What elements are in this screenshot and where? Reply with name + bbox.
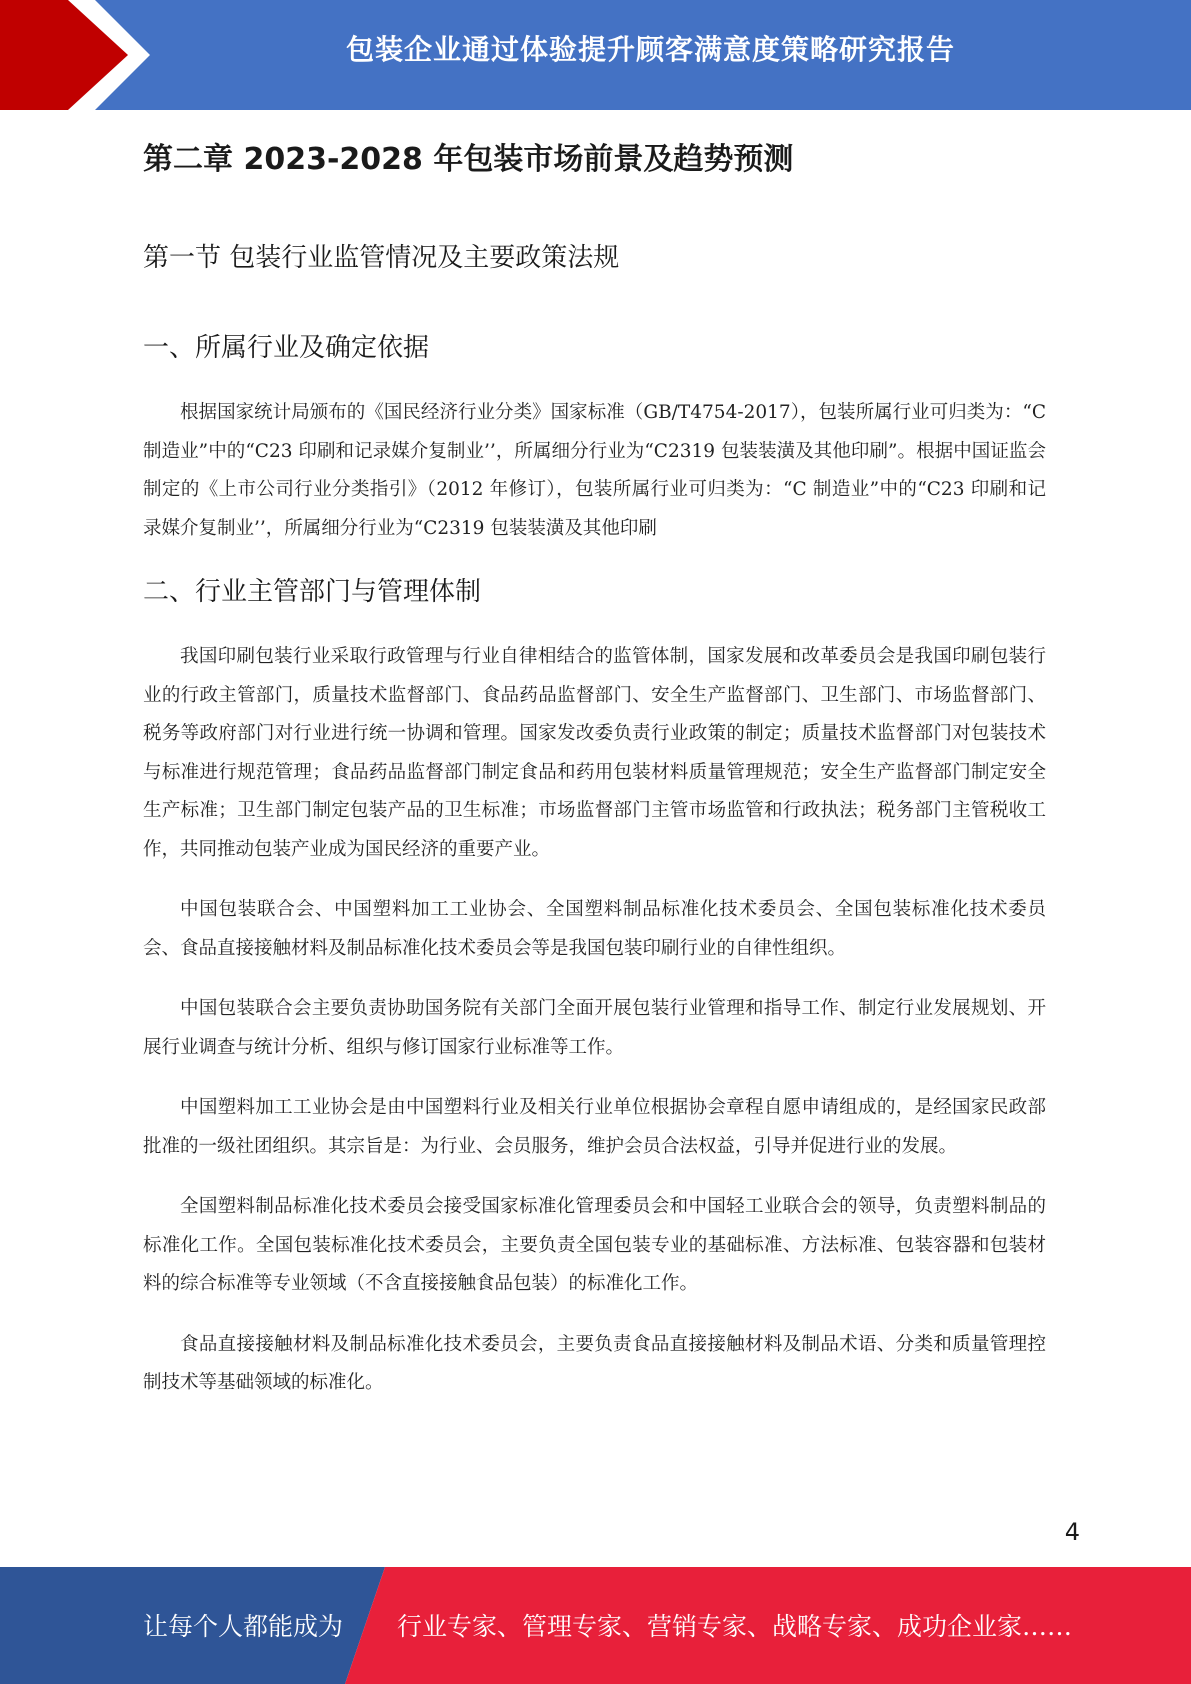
paragraph: 食品直接接触材料及制品标准化技术委员会，主要负责食品直接接触材料及制品术语、分类和质量管理控制技术等基础领域的标准化。 (143, 1333, 1046, 1393)
page-header (0, 0, 1191, 110)
subsection-title: 二、行业主管部门与管理体制 (143, 577, 482, 607)
paragraph: 中国包装联合会、中国塑料加工工业协会、全国塑料制品标准化技术委员会、全国包装标准化技术委员会、食品直接接触材料及制品标准化技术委员会等是我国包装印刷行业的自律性组织。 (143, 899, 1046, 959)
page-footer (0, 1567, 1191, 1684)
paragraph: 中国塑料加工工业协会是由中国塑料行业及相关行业单位根据协会章程自愿申请组成的，是经国家民政部批准的一级社团组织。其宗旨是：为行业、会员服务，维护会员合法权益，引导并促进行业的发展。 (143, 1097, 1046, 1157)
paragraph: 根据国家统计局颁布的《国民经济行业分类》国家标准（GB/T4754-2017），包装所属行业可归类为：“C 制造业”中的“C23 印刷和记录媒介复制业’’，所属细分行业为“C2319 包装装潢及其他印刷”。根据中国证监会制定的《上市公司行业分类指引》（2012 年修订），包装所属行业可归类为：“C 制造业”中的“C23 印刷和记录媒介复制业’’，所属细分行业为“C2319 包装装潢及其他印刷 (143, 402, 1046, 539)
page-number: 4 (1064, 1518, 1080, 1546)
paragraph: 中国包装联合会主要负责协助国务院有关部门全面开展包装行业管理和指导工作、制定行业发展规划、开展行业调查与统计分析、组织与修订国家行业标准等工作。 (143, 998, 1046, 1058)
footer-slogan-right: 行业专家、管理专家、营销专家、战略专家、成功企业家…… (397, 1612, 1073, 1641)
footer-slogan-left: 让每个人都能成为 (143, 1612, 344, 1641)
report-title: 包装企业通过体验提升顾客满意度策略研究报告 (345, 33, 955, 66)
chapter-title: 第二章 2023-2028 年包装市场前景及趋势预测 (143, 142, 794, 177)
document-body (143, 138, 1046, 1403)
subsection-title: 一、所属行业及确定依据 (143, 333, 430, 363)
paragraph: 我国印刷包装行业采取行政管理与行业自律相结合的监管体制，国家发展和改革委员会是我国印刷包装行业的行政主管部门，质量技术监督部门、食品药品监督部门、安全生产监督部门、卫生部门、市场监督部门、税务等政府部门对行业进行统一协调和管理。国家发改委负责行业政策的制定；质量技术监督部门对包装技术与标准进行规范管理；食品药品监督部门制定食品和药用包装材料质量管理规范；安全生产监督部门制定安全生产标准；卫生部门制定包装产品的卫生标准；市场监督部门主管市场监管和行政执法；税务部门主管税收工作，共同推动包装产业成为国民经济的重要产业。 (143, 646, 1046, 860)
section-title: 第一节 包装行业监管情况及主要政策法规 (143, 243, 620, 273)
paragraph: 全国塑料制品标准化技术委员会接受国家标准化管理委员会和中国轻工业联合会的领导，负责塑料制品的标准化工作。全国包装标准化技术委员会，主要负责全国包装专业的基础标准、方法标准、包装容器和包装材料的综合标准等专业领域（不含直接接触食品包装）的标准化工作。 (143, 1196, 1046, 1294)
